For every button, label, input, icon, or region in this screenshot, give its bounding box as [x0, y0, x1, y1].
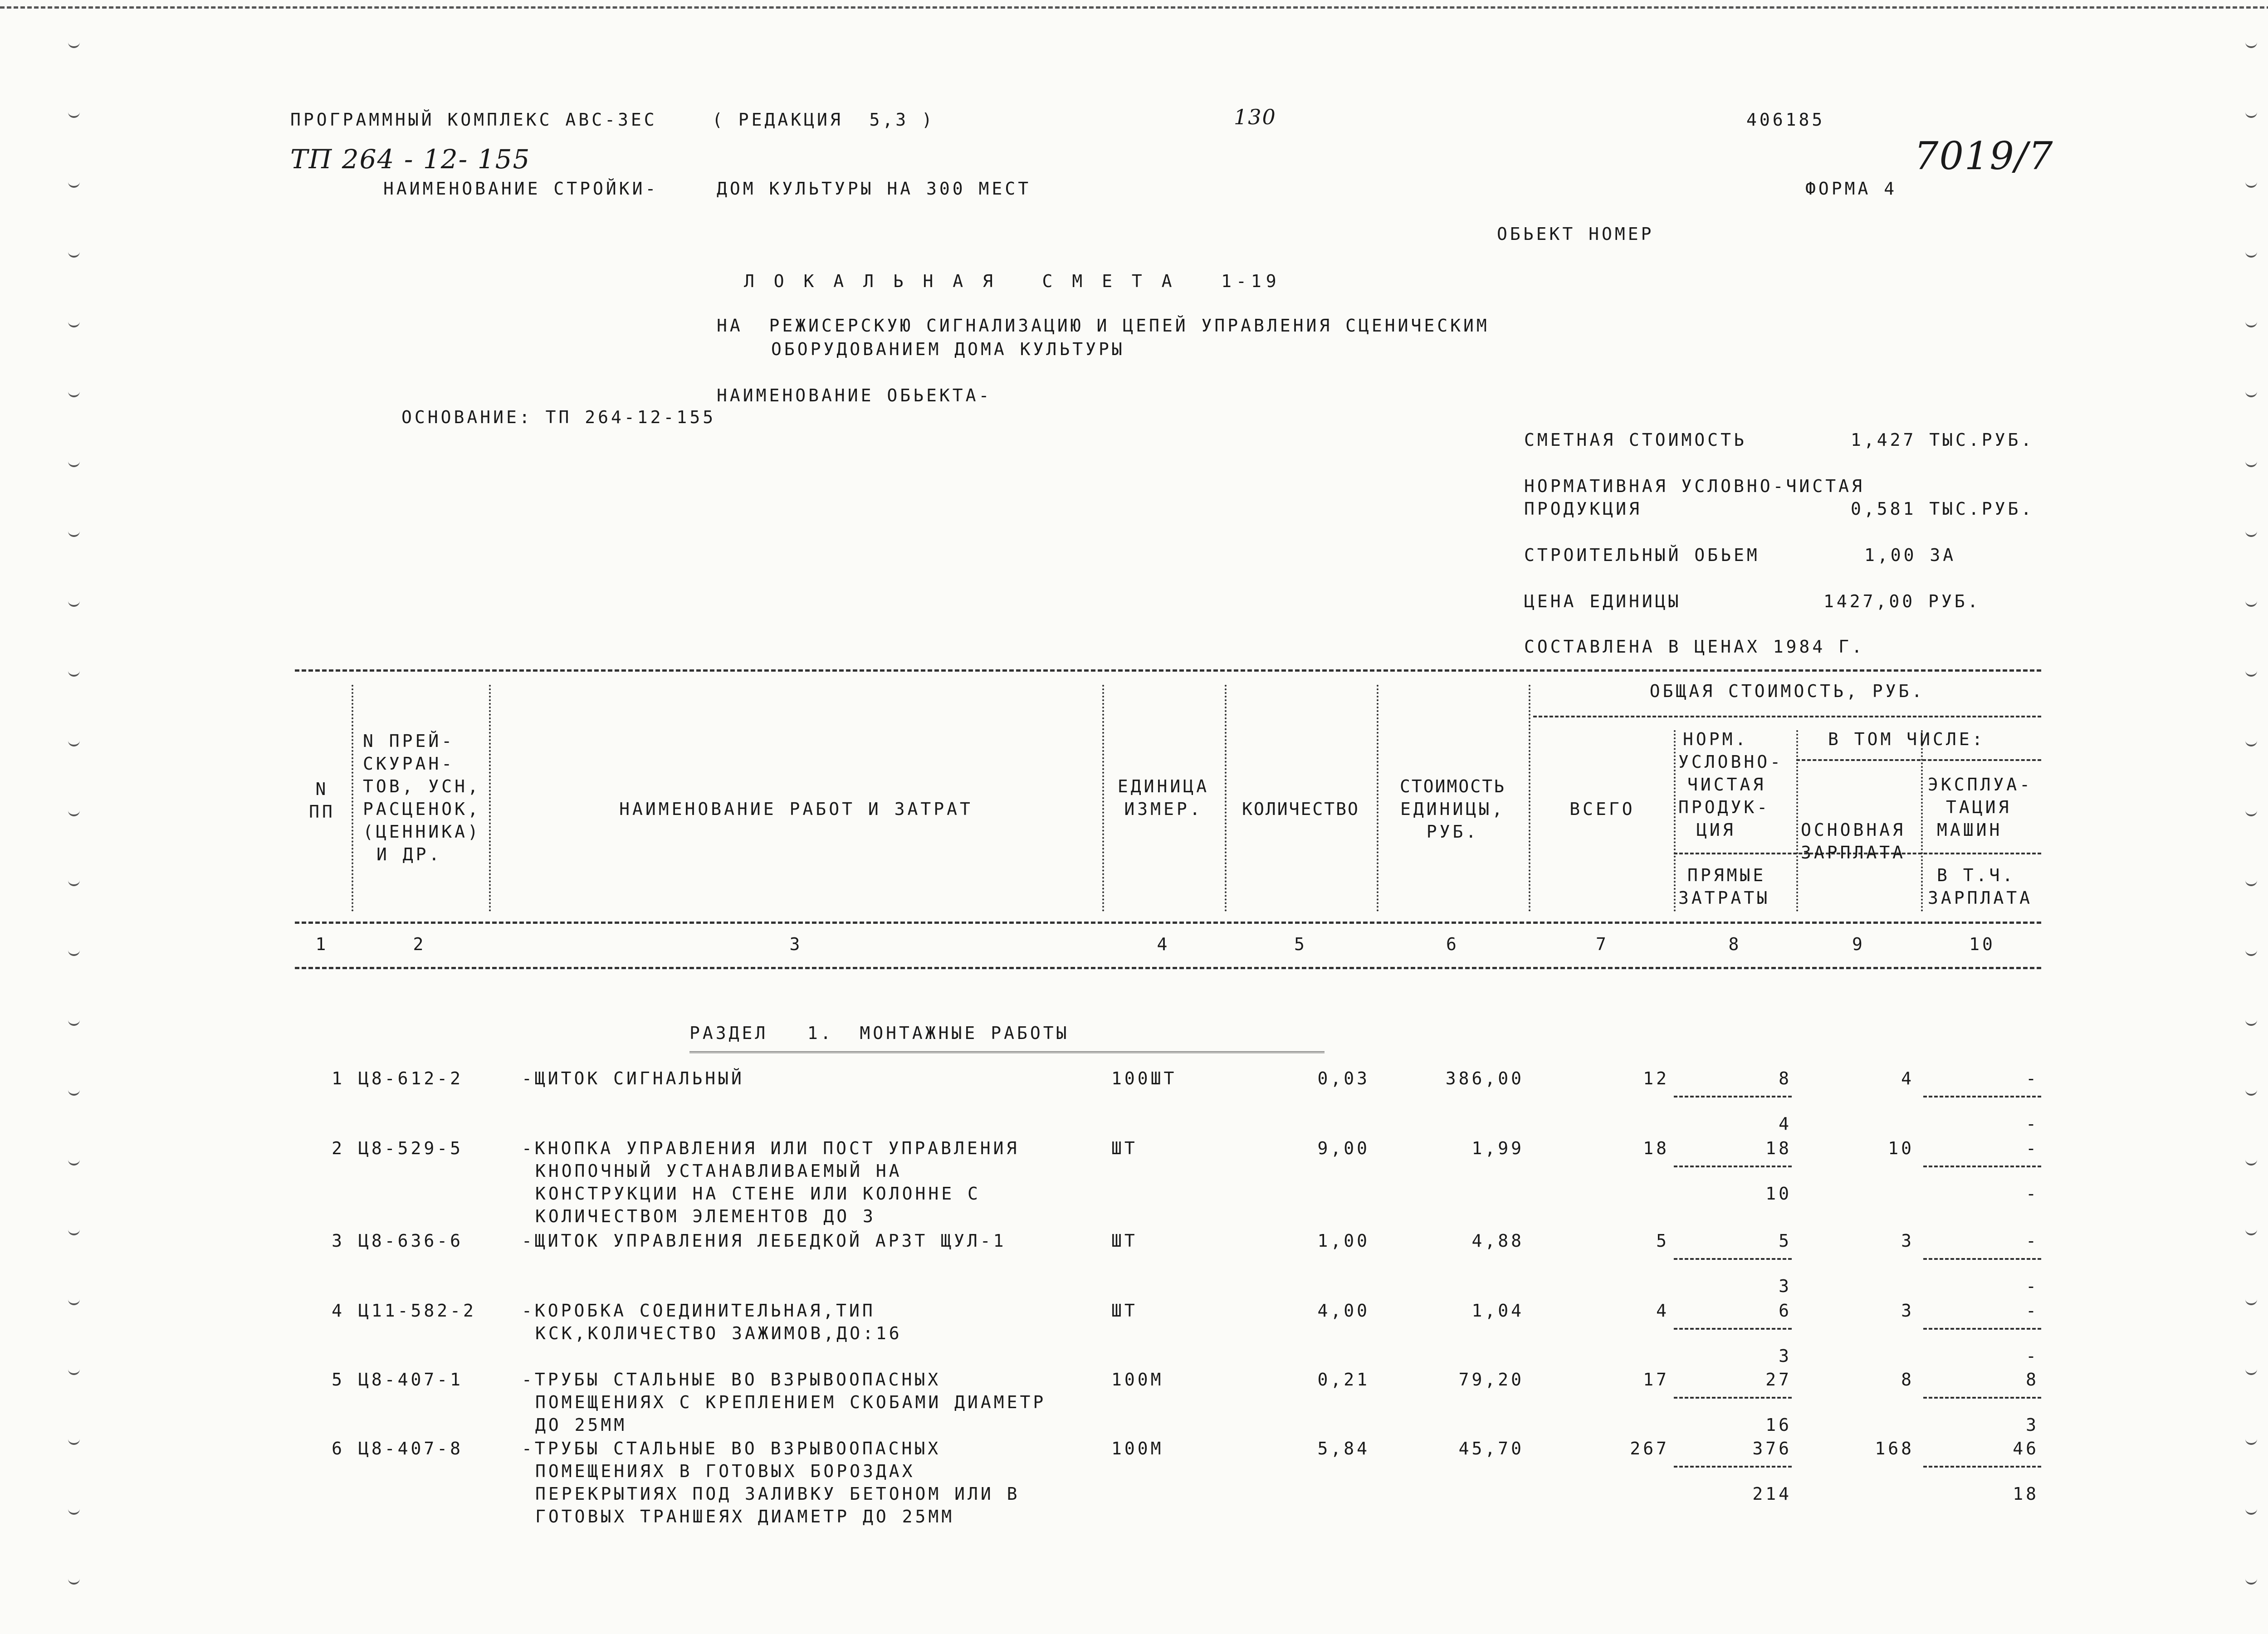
row-norm-product: 376: [1752, 1439, 1792, 1458]
row-base-wage: 3: [1901, 1231, 1914, 1251]
cell-divider: [1674, 1397, 1792, 1399]
perforation-mark: [2245, 735, 2257, 746]
perforation-mark: [2245, 316, 2257, 327]
col-number: 10: [1969, 934, 1995, 954]
hdr-col10-b: ТАЦИЯ: [1946, 797, 2012, 817]
hdr-col10-d: В Т.Ч.: [1937, 865, 2016, 885]
row-machine-ops: -: [2026, 1301, 2039, 1321]
row-direct-costs: 3: [1779, 1346, 1792, 1366]
perforation-mark: [68, 1154, 80, 1166]
perforation-mark: [2245, 1433, 2257, 1445]
row-number: 6: [332, 1439, 345, 1458]
cell-divider: [1674, 1096, 1792, 1097]
row-code: Ц8-612-2: [358, 1068, 464, 1088]
perforation-mark: [2245, 525, 2257, 537]
row-machine-wage: -: [2026, 1184, 2039, 1204]
cell-divider: [1923, 1397, 2041, 1399]
row-unit: ШТ: [1111, 1138, 1138, 1158]
hdr-col8-c: ЧИСТАЯ: [1687, 775, 1766, 795]
basis: ОСНОВАНИЕ: ТП 264-12-155: [401, 407, 716, 427]
perforation-mark: [2245, 874, 2257, 886]
row-name-line: -КОРОБКА СОЕДИНИТЕЛЬНАЯ,ТИП: [522, 1301, 875, 1321]
col-sep: [352, 685, 353, 912]
row-direct-costs: 10: [1765, 1184, 1792, 1204]
row-name-line: -ЩИТОК СИГНАЛЬНЫЙ: [522, 1068, 744, 1088]
row-qty: 4,00: [1317, 1301, 1370, 1321]
row-total: 267: [1630, 1439, 1669, 1458]
cell-divider: [1923, 1258, 2041, 1260]
norm-label-2: ПРОДУКЦИЯ: [1524, 499, 1642, 519]
table-numbers-rule: [295, 967, 2041, 969]
row-code: Ц11-582-2: [358, 1301, 476, 1321]
program-name: ПРОГРАММНЫЙ КОМПЛЕКС АВС-3ЕС: [290, 110, 657, 130]
cell-divider: [1923, 1466, 2041, 1468]
hdr-col3: НАИМЕНОВАНИЕ РАБОТ И ЗАТРАТ: [619, 799, 973, 819]
col-number: 4: [1157, 934, 1170, 954]
row-code: Ц8-636-6: [358, 1231, 464, 1251]
unit-price-label: ЦЕНА ЕДИНИЦЫ: [1524, 591, 1681, 611]
row-machine-ops: -: [2026, 1138, 2039, 1158]
row-number: 3: [332, 1231, 345, 1251]
hdr-col2-b: СКУРАН-: [363, 754, 455, 774]
total-group-rule: [1533, 716, 2041, 717]
hdr-col9-b: ЗАРПЛАТА: [1801, 843, 1906, 863]
row-name-line: ГОТОВЫХ ТРАНШЕЯХ ДИАМЕТР ДО 25ММ: [535, 1507, 955, 1527]
row-unit-price: 45,70: [1458, 1439, 1524, 1458]
row-qty: 9,00: [1317, 1138, 1370, 1158]
row-base-wage: 4: [1901, 1068, 1914, 1088]
row-direct-costs: 4: [1779, 1114, 1792, 1134]
hdr-col2-f: И ДР.: [376, 844, 442, 864]
perforation-mark: [68, 1433, 80, 1445]
perforation-mark: [68, 1363, 80, 1375]
hdr-col5: КОЛИЧЕСТВО: [1242, 799, 1359, 819]
row-name-line: -ЩИТОК УПРАВЛЕНИЯ ЛЕБЕДКОЙ АРЗТ ЩУЛ-1: [522, 1231, 1007, 1251]
perforation-mark: [68, 525, 80, 537]
cell-divider: [1923, 1328, 2041, 1330]
perforation-mark: [68, 665, 80, 677]
col-number: 7: [1596, 934, 1609, 954]
perforation-mark: [2245, 1503, 2257, 1515]
row-total: 5: [1656, 1231, 1669, 1251]
row-norm-product: 5: [1779, 1231, 1792, 1251]
perforation-mark: [68, 1293, 80, 1305]
perforation-mark: [68, 874, 80, 886]
hdr-col4-a: ЕДИНИЦА: [1117, 776, 1210, 796]
tp-handwritten: ТП 264 - 12- 155: [290, 144, 531, 175]
row-machine-wage: -: [2026, 1276, 2039, 1296]
purpose-line1: НА РЕЖИСЕРСКУЮ СИГНАЛИЗАЦИЮ И ЦЕПЕЙ УПРАВЛЕНИЯ СЦЕНИЧЕСКИМ: [717, 316, 1490, 336]
perforation-mark: [68, 944, 80, 956]
col-sep: [1529, 685, 1530, 912]
row-unit: 100М: [1111, 1370, 1164, 1390]
hdr-col8-d: ПРОДУК-: [1678, 797, 1770, 817]
col-sep: [1102, 685, 1104, 912]
row-unit: ШТ: [1111, 1301, 1138, 1321]
paper-top-edge: [0, 6, 2268, 9]
table-top-rule: [295, 669, 2041, 672]
perforation-mark: [68, 106, 80, 118]
perforation-mark: [2245, 805, 2257, 816]
page-number: 130: [1234, 105, 1276, 129]
perforation-mark: [2245, 595, 2257, 607]
row-code: Ц8-407-8: [358, 1439, 464, 1458]
col-number: 6: [1446, 934, 1459, 954]
row-unit-price: 4,88: [1471, 1231, 1524, 1251]
hdr-col2-c: ТОВ, УСН,: [363, 776, 481, 796]
row-name-line: -ТРУБЫ СТАЛЬНЫЕ ВО ВЗРЫВООПАСНЫХ: [522, 1439, 941, 1458]
perforation-mark: [2245, 455, 2257, 467]
perforation-mark: [2245, 106, 2257, 118]
row-name-line: КСК,КОЛИЧЕСТВО ЗАЖИМОВ,ДО:16: [535, 1323, 902, 1343]
row-name-line: КОЛИЧЕСТВОМ ЭЛЕМЕНТОВ ДО 3: [535, 1206, 876, 1226]
row-norm-product: 18: [1765, 1138, 1792, 1158]
perforation-mark: [68, 455, 80, 467]
row-number: 2: [332, 1138, 345, 1158]
row-norm-product: 6: [1779, 1301, 1792, 1321]
construction-value: ДОМ КУЛЬТУРЫ НА 300 МЕСТ: [717, 179, 1031, 199]
hdr-col10-a: ЭКСПЛУА-: [1928, 775, 2033, 795]
edition: ( РЕДАКЦИЯ 5,3 ): [712, 110, 935, 130]
perforation-mark: [68, 36, 80, 48]
section-title: РАЗДЕЛ 1. МОНТАЖНЫЕ РАБОТЫ: [689, 1023, 1070, 1043]
hdr-col8-g: ЗАТРАТЫ: [1678, 888, 1770, 908]
perforation-mark: [68, 385, 80, 397]
perforation-mark: [68, 595, 80, 607]
row-name-line: КНОПОЧНЫЙ УСТАНАВЛИВАЕМЫЙ НА: [535, 1161, 902, 1181]
perforation-mark: [2245, 665, 2257, 677]
row-qty: 1,00: [1317, 1231, 1370, 1251]
row-number: 4: [332, 1301, 345, 1321]
row-total: 12: [1643, 1068, 1669, 1088]
hdr-col2-d: РАСЦЕНОК,: [363, 799, 481, 819]
cost-value: 1,427 ТЫС.РУБ.: [1851, 430, 2034, 450]
perforation-mark: [2245, 246, 2257, 258]
row-name-line: -ТРУБЫ СТАЛЬНЫЕ ВО ВЗРЫВООПАСНЫХ: [522, 1370, 941, 1390]
perforation-mark: [68, 246, 80, 258]
hdr-col7: ВСЕГО: [1569, 799, 1635, 819]
col-sep: [1921, 730, 1923, 912]
perforation-mark: [68, 735, 80, 746]
row-base-wage: 8: [1901, 1370, 1914, 1390]
row-machine-wage: -: [2026, 1114, 2039, 1134]
doc-code: 406185: [1746, 110, 1825, 130]
col-sep: [1377, 685, 1378, 912]
perforation-mark: [2245, 1293, 2257, 1305]
row-code: Ц8-407-1: [358, 1370, 464, 1390]
col-number: 8: [1728, 934, 1742, 954]
col-number: 1: [315, 934, 329, 954]
row-unit: ШТ: [1111, 1231, 1138, 1251]
perforation-mark: [68, 805, 80, 816]
row-machine-wage: -: [2026, 1346, 2039, 1366]
perforation-mark: [2245, 1154, 2257, 1166]
hdr-col6-a: СТОИМОСТЬ: [1400, 776, 1505, 796]
cell-divider: [1923, 1166, 2041, 1167]
row-unit-price: 79,20: [1458, 1370, 1524, 1390]
hdr-col8-e: ЦИЯ: [1696, 820, 1736, 840]
row-qty: 0,03: [1317, 1068, 1370, 1088]
row-name-line: ПОМЕЩЕНИЯХ В ГОТОВЫХ БОРОЗДАХ: [535, 1461, 915, 1481]
incl-group-rule: [1796, 759, 2041, 761]
row-unit-price: 386,00: [1445, 1068, 1524, 1088]
hdr-col10-e: ЗАРПЛАТА: [1928, 888, 2033, 908]
row-unit: 100М: [1111, 1439, 1164, 1458]
section-underline: [689, 1051, 1325, 1053]
row-total: 17: [1643, 1370, 1669, 1390]
row-qty: 0,21: [1317, 1370, 1370, 1390]
perforation-mark: [2245, 944, 2257, 956]
perforation-mark: [68, 1503, 80, 1515]
row-unit: 100ШТ: [1111, 1068, 1177, 1088]
perforation-mark: [68, 1014, 80, 1026]
col-sep: [1674, 730, 1676, 912]
hdr-col8-f: ПРЯМЫЕ: [1687, 865, 1766, 885]
hdr-col4-b: ИЗМЕР.: [1124, 799, 1203, 819]
estimate-title: Л О К А Л Ь Н А Я С М Е Т А 1-19: [744, 271, 1281, 291]
cell-divider: [1674, 1166, 1792, 1167]
row-machine-ops: 46: [2013, 1439, 2039, 1458]
row-total: 4: [1656, 1301, 1669, 1321]
norm-label-1: НОРМАТИВНАЯ УСЛОВНО-ЧИСТАЯ: [1524, 476, 1865, 496]
hdr-total-group: ОБЩАЯ СТОИМОСТЬ, РУБ.: [1649, 681, 1925, 701]
hdr-col6-c: РУБ.: [1426, 822, 1479, 842]
form-label: ФОРМА 4: [1805, 179, 1897, 199]
perforation-mark: [2245, 1363, 2257, 1375]
perforation-mark: [68, 1573, 80, 1585]
hdr-col2-e: (ЦЕННИКА): [363, 822, 481, 842]
volume-label: СТРОИТЕЛЬНЫЙ ОБЬЕМ: [1524, 545, 1760, 565]
hdr-col2-a: N ПРЕЙ-: [363, 731, 455, 751]
row-base-wage: 168: [1875, 1439, 1914, 1458]
row-unit-price: 1,04: [1471, 1301, 1524, 1321]
row-name-line: ДО 25ММ: [535, 1415, 627, 1435]
hdr-col10-c: МАШИН: [1937, 820, 2003, 840]
volume-value: 1,00 ЗА: [1864, 545, 1956, 565]
row-base-wage: 10: [1888, 1138, 1914, 1158]
object-name-label: НАИМЕНОВАНИЕ ОБЬЕКТА-: [717, 385, 992, 405]
row-name-line: ПЕРЕКРЫТИЯХ ПОД ЗАЛИВКУ БЕТОНОМ ИЛИ В: [535, 1484, 1020, 1504]
row-name-line: -КНОПКА УПРАВЛЕНИЯ ИЛИ ПОСТ УПРАВЛЕНИЯ: [522, 1138, 1020, 1158]
hdr-col6-b: ЕДИНИЦЫ,: [1400, 799, 1505, 819]
row-qty: 5,84: [1317, 1439, 1370, 1458]
perforation-mark: [2245, 176, 2257, 188]
cell-divider: [1674, 1328, 1792, 1330]
unit-price-value: 1427,00 РУБ.: [1823, 591, 1981, 611]
object-number: ОБЬЕКТ НОМЕР: [1497, 224, 1654, 244]
row-code: Ц8-529-5: [358, 1138, 464, 1158]
perforation-mark: [2245, 1014, 2257, 1026]
col-number: 2: [413, 934, 426, 954]
row-machine-wage: 3: [2026, 1415, 2039, 1435]
row-machine-ops: -: [2026, 1231, 2039, 1251]
cell-divider: [1674, 1258, 1792, 1260]
col-number: 9: [1852, 934, 1865, 954]
row-number: 5: [332, 1370, 345, 1390]
col-sep: [1796, 730, 1798, 912]
prices-year: СОСТАВЛЕНА В ЦЕНАХ 1984 Г.: [1524, 637, 1865, 657]
hdr-col1-a: N: [315, 779, 329, 799]
perforation-mark: [68, 176, 80, 188]
perforation-mark: [2245, 1224, 2257, 1235]
table-header-rule: [295, 922, 2041, 924]
row-machine-wage: 18: [2013, 1484, 2039, 1504]
row-total: 18: [1643, 1138, 1669, 1158]
form-handwritten: 7019/7: [1914, 134, 2054, 178]
purpose-line2: ОБОРУДОВАНИЕМ ДОМА КУЛЬТУРЫ: [771, 339, 1125, 359]
row-unit-price: 1,99: [1471, 1138, 1524, 1158]
row-machine-ops: 8: [2026, 1370, 2039, 1390]
row-machine-ops: -: [2026, 1068, 2039, 1088]
perforation-mark: [68, 1084, 80, 1096]
row-direct-costs: 16: [1765, 1415, 1792, 1435]
hdr-col8-a: НОРМ.: [1683, 729, 1749, 749]
cost-label: СМЕТНАЯ СТОИМОСТЬ: [1524, 430, 1747, 450]
col-number: 3: [789, 934, 803, 954]
hdr-col1-b: ПП: [309, 802, 335, 822]
perforation-mark: [2245, 1573, 2257, 1585]
perforation-mark: [2245, 385, 2257, 397]
hdr-col8-b: УСЛОВНО-: [1678, 752, 1784, 772]
row-direct-costs: 3: [1779, 1276, 1792, 1296]
perforation-mark: [2245, 36, 2257, 48]
col-number: 5: [1294, 934, 1307, 954]
cell-divider: [1923, 1096, 2041, 1097]
col-sep: [489, 685, 491, 912]
row-name-line: КОНСТРУКЦИИ НА СТЕНЕ ИЛИ КОЛОННЕ С: [535, 1184, 981, 1204]
hdr-col9-a: ОСНОВНАЯ: [1801, 820, 1906, 840]
norm-value: 0,581 ТЫС.РУБ.: [1851, 499, 2034, 519]
col-sep: [1225, 685, 1227, 912]
perforation-mark: [68, 316, 80, 327]
row-base-wage: 3: [1901, 1301, 1914, 1321]
row-name-line: ПОМЕЩЕНИЯХ С КРЕПЛЕНИЕМ СКОБАМИ ДИАМЕТР: [535, 1392, 1046, 1412]
perforation-mark: [2245, 1084, 2257, 1096]
row-number: 1: [332, 1068, 345, 1088]
construction-label: НАИМЕНОВАНИЕ СТРОЙКИ-: [383, 179, 659, 199]
row-direct-costs: 214: [1752, 1484, 1792, 1504]
perforation-mark: [68, 1224, 80, 1235]
row-norm-product: 8: [1779, 1068, 1792, 1088]
cell-divider: [1674, 1466, 1792, 1468]
hdr-incl-group: В ТОМ ЧИСЛЕ:: [1828, 729, 1985, 749]
row-norm-product: 27: [1765, 1370, 1792, 1390]
